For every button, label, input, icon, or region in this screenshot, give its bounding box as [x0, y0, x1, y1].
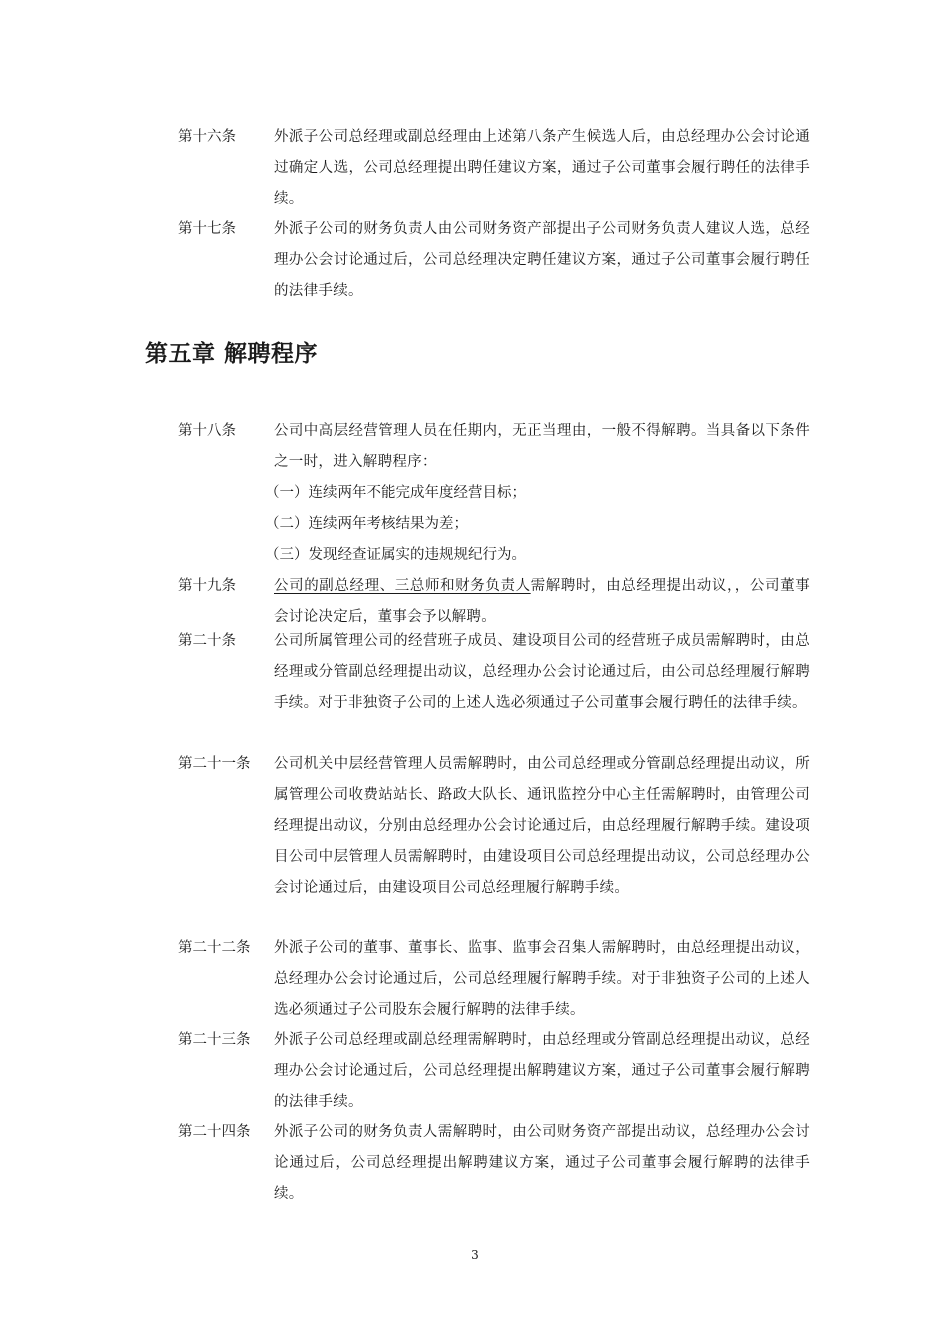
page-number: 3: [471, 1248, 479, 1262]
chapter-title: 第五章 解聘程序: [145, 341, 319, 367]
article-number: 第十七条: [178, 221, 236, 237]
article-text: 外派子公司的财务负责人需解聘时，由公司财务资产部提出动议，总经理办公会讨论通过后，公司总经理提出解聘建议方案，通过子公司董事会履行解聘的法律手续。: [274, 1124, 810, 1202]
article-text: 公司机关中层经营管理人员需解聘时，由公司总经理或分管副总经理提出动议，所属管理公司收费站站长、路政大队长、通讯监控分中心主任需解聘时，由管理公司经理提出动议，分别由总经理办公会讨论通过后，由总经理履行解聘手续。建设项目公司中层管理人员需解聘时，由建设项目公司总经理提出动议，公司总经理办公会讨论通过后，由建设项目公司总经理履行解聘手续。: [274, 756, 810, 896]
article-text: [274, 571, 810, 633]
condition-item-3: （三）发现经查证属实的违规规纪行为。: [265, 547, 526, 563]
article-text: 外派子公司的财务负责人由公司财务资产部提出子公司财务负责人建议人选，总经理办公会讨论通过后，公司总经理决定聘任建议方案，通过子公司董事会履行聘任的法律手续。: [274, 221, 810, 299]
article-number: 第二十四条: [178, 1124, 251, 1140]
condition-item-1: （一）连续两年不能完成年度经营目标；: [265, 485, 526, 501]
article-text: 公司中高层经营管理人员在任期内，无正当理由，一般不得解聘。当具备以下条件之一时，进入解聘程序：: [274, 423, 810, 470]
article-number: 第二十一条: [178, 756, 251, 772]
article-number: 第十九条: [178, 578, 236, 594]
condition-item-2: （二）连续两年考核结果为差；: [265, 516, 468, 532]
article-number: 第十八条: [178, 423, 236, 439]
article-text: 外派子公司总经理或副总经理由上述第八条产生候选人后，由总经理办公会讨论通过确定人选，公司总经理提出聘任建议方案，通过子公司董事会履行聘任的法律手续。: [274, 129, 810, 207]
article-number: 第二十条: [178, 633, 236, 649]
article-number: 第二十三条: [178, 1032, 251, 1048]
article-text-rest: 需解聘时，由总经理提出动议，，公司董事会讨论决定后，董事会予以解聘。: [274, 578, 810, 625]
article-number: 第十六条: [178, 129, 236, 145]
article-text: 外派子公司的董事、董事长、监事、监事会召集人需解聘时，由总经理提出动议，总经理办公会讨论通过后，公司总经理履行解聘手续。对于非独资子公司的上述人选必须通过子公司股东会履行解聘的法律手续。: [274, 940, 810, 1018]
article-text: 外派子公司总经理或副总经理需解聘时，由总经理或分管副总经理提出动议，总经理办公会讨论通过后，公司总经理提出解聘建议方案，通过子公司董事会履行解聘的法律手续。: [274, 1032, 810, 1110]
underlined-text: 公司的副总经理、三总师和财务负责人: [274, 578, 531, 594]
article-number: 第二十二条: [178, 940, 251, 956]
article-text: 公司所属管理公司的经营班子成员、建设项目公司的经营班子成员需解聘时，由总经理或分管副总经理提出动议，总经理办公会讨论通过后，由公司总经理履行解聘手续。对于非独资子公司的上述人选必须通过子公司董事会履行聘任的法律手续。: [274, 633, 810, 711]
